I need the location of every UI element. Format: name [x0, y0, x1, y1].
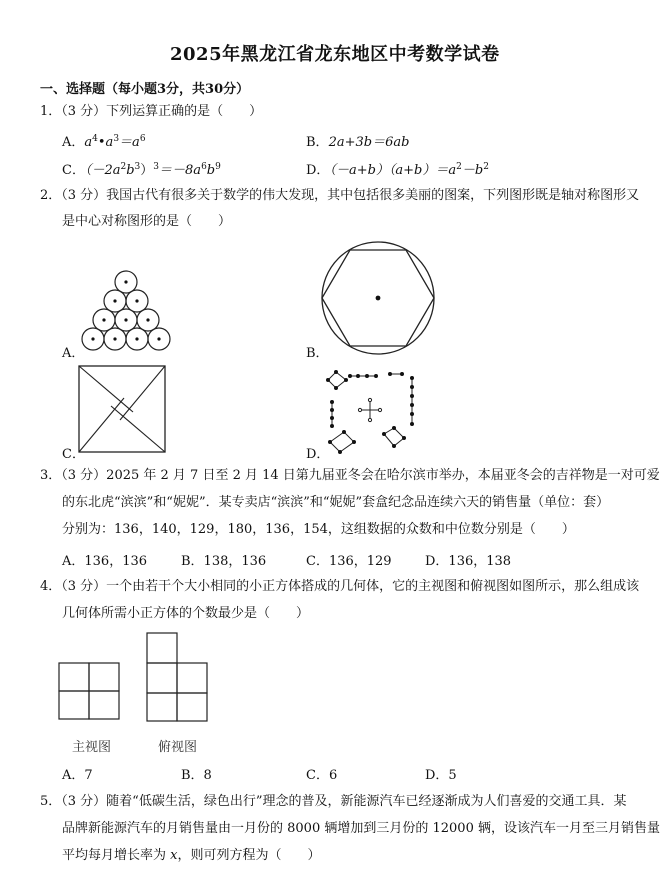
q2-figure-b-hexagon-circle — [318, 238, 438, 358]
q4-top-view-caption: 俯视图 — [158, 740, 198, 755]
q1-option-a[interactable]: A．$a^4•a^3=a^6$ — [62, 134, 146, 150]
q2-stem-line1: 2．（3 分）我国古代有很多关于数学的伟大发现，其中包括很多美丽的图案，下列图形既是轴对称图形又 — [40, 188, 640, 203]
q4-stem-line1: 4．（3 分）一个由若干个大小相同的小正方体搭成的几何体，它的主视图和俯视图如图所示，那么组成该 — [40, 579, 640, 594]
q1-stem: 1．（3 分）下列运算正确的是（ ） — [40, 104, 263, 119]
q5-stem-line1: 5．（3 分）随着“低碳生活，绿色出行”理念的普及，新能源汽车已经逐渐成为人们喜爱的交通工具．某 — [40, 794, 627, 809]
q4-option-a[interactable]: A．7 — [62, 768, 93, 783]
q4-option-c[interactable]: C．6 — [306, 768, 338, 783]
q4-stem-line2: 几何体所需小正方体的个数最少是（ ） — [62, 606, 310, 621]
q5-stem-line2: 品牌新能源汽车的月销售量由一月份的 8000 辆增加到三月份的 12000 辆，设该汽车一月至三月销售量 — [62, 821, 660, 836]
q1-option-c[interactable]: C．$(-2a^2b^3)^3=-8a^6b^9$ — [62, 162, 221, 178]
q5-stem-line3: 平均每月增长率为 x，则可列方程为（ ） — [62, 848, 321, 863]
q1-option-d[interactable]: D．$(-a+b)(a+b)=a^2-b^2$ — [306, 162, 489, 178]
q2-figure-d-dot-pattern — [322, 368, 418, 454]
q2-figure-c-pinwheel-square — [78, 365, 168, 455]
q3-option-d[interactable]: D．136，138 — [425, 554, 512, 569]
q2-option-d[interactable]: D． — [306, 447, 330, 462]
q4-top-view-figure — [146, 632, 210, 724]
q3-stem-line2: 的东北虎“滨滨”和“妮妮”．某专卖店“滨滨”和“妮妮”套盒纪念品连续六天的销售量（单位：套） — [62, 495, 610, 510]
q4-front-view-figure — [58, 662, 122, 722]
q4-option-d[interactable]: D．5 — [425, 768, 457, 783]
q3-stem-line3: 分别为：136，140，129，180，136，154，这组数据的众数和中位数分别是（ ） — [62, 522, 575, 537]
q2-stem-line2: 是中心对称图形的是（ ） — [62, 214, 232, 229]
q3-stem-line1: 3．（3 分）2025 年 2 月 7 日至 2 月 14 日第九届亚冬会在哈尔滨市举办，本届亚冬会的吉祥物是一对可爱 — [40, 468, 660, 483]
q3-option-c[interactable]: C．136，129 — [306, 554, 392, 569]
q2-option-b[interactable]: B． — [306, 346, 329, 361]
q2-option-a[interactable]: A． — [62, 346, 85, 361]
q3-option-b[interactable]: B．138，136 — [181, 554, 267, 569]
section-heading: 一、选择题（每小题3分，共30分） — [40, 82, 250, 97]
q2-option-c[interactable]: C． — [62, 447, 85, 462]
q4-front-view-caption: 主视图 — [72, 740, 112, 755]
q2-figure-a-circles-triangle — [78, 268, 188, 363]
page-title: 2025年黑龙江省龙东地区中考数学试卷 — [170, 44, 500, 65]
q1-option-b[interactable]: B．2a+3b＝6ab — [306, 135, 410, 150]
q4-option-b[interactable]: B．8 — [181, 768, 212, 783]
q3-option-a[interactable]: A．136，136 — [62, 554, 148, 569]
